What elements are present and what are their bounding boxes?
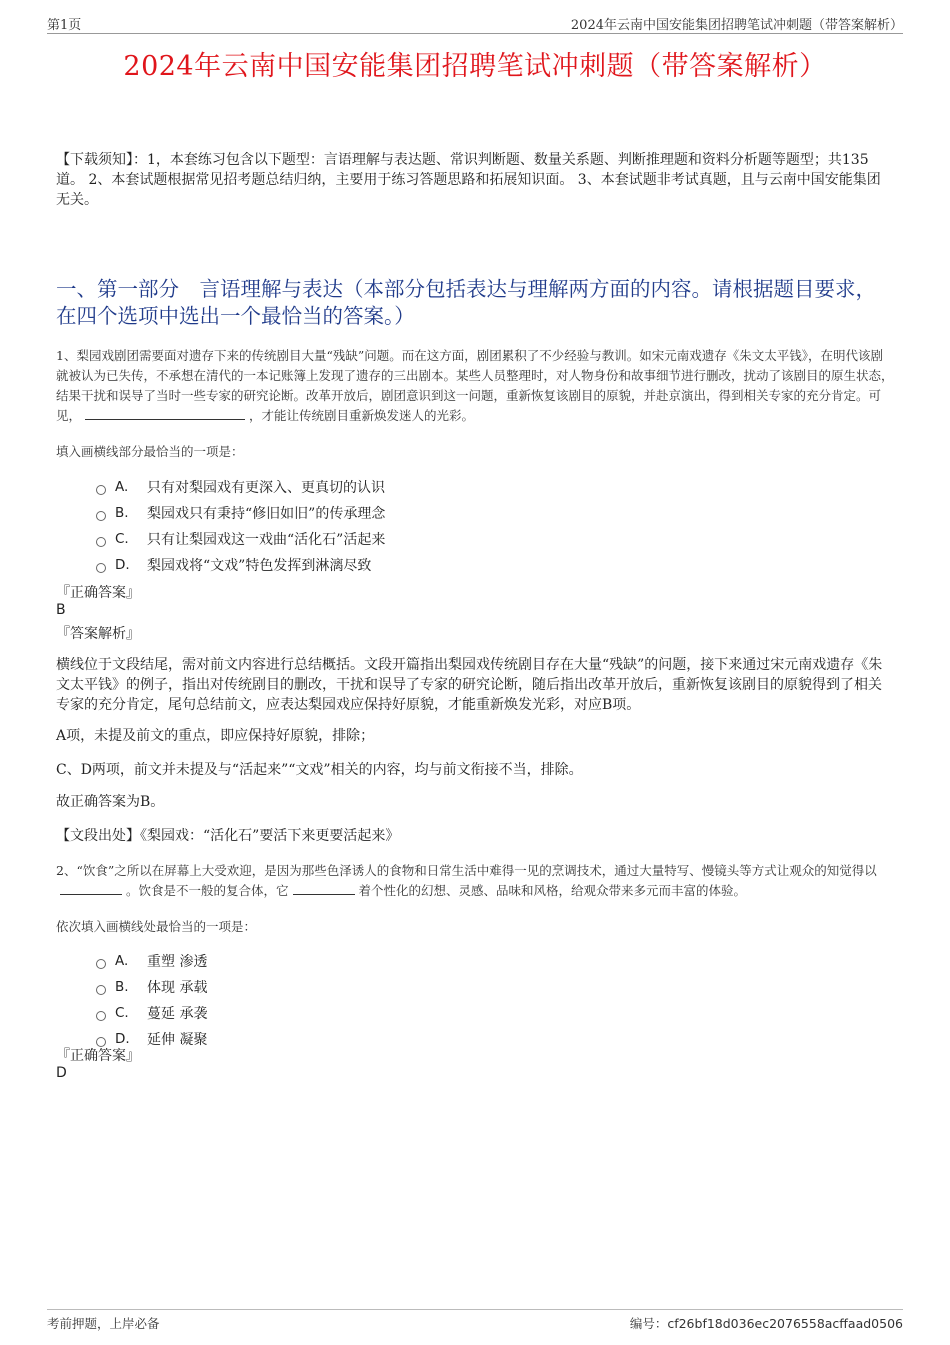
radio-icon[interactable] [96, 537, 106, 547]
page-title: 2024年云南中国安能集团招聘笔试冲刺题（带答案解析） [123, 51, 827, 82]
option-text: 梨园戏只有秉持“修旧如旧”的传承理念 [147, 506, 386, 522]
radio-icon[interactable] [96, 485, 106, 495]
question-2-text [56, 861, 894, 901]
question-1-option-a[interactable] [96, 477, 385, 497]
question-2-option-c[interactable] [96, 1003, 207, 1023]
section-heading: 一、第一部分 言语理解与表达（本部分包括表达与理解两方面的内容。请根据题目要求，在四个选项中选出一个最恰当的答案。） [56, 277, 876, 328]
page-number: 第1页 [47, 18, 82, 33]
option-letter: C. [115, 1005, 129, 1021]
option-letter: D. [115, 557, 130, 573]
radio-icon[interactable] [96, 985, 106, 995]
question-2-answer-label: 『正确答案』 [56, 1048, 140, 1064]
option-text: 重塑 渗透 [147, 954, 208, 970]
radio-icon[interactable] [96, 959, 106, 969]
option-text: 体现 承载 [147, 980, 208, 996]
question-2-answer: D [56, 1065, 67, 1081]
radio-icon[interactable] [96, 511, 106, 521]
question-1-answer: B [56, 602, 66, 618]
option-text: 梨园戏将“文戏”特色发挥到淋漓尽致 [147, 558, 372, 574]
footer-divider [47, 1309, 903, 1310]
question-2-text-part2: 。饮食是不一般的复合体，它 [126, 883, 289, 898]
question-2-blank-2 [293, 882, 355, 895]
question-1-text-before: 1、梨园戏剧团需要面对遗存下来的传统剧目大量“残缺”问题。而在这方面，剧团累积了不少经验与教训。如宋元南戏遗存《朱文太平钱》，在明代该剧就被认为已失传，不承想在清代的一本记账簿上发现了遗存的三出剧本。某些人员整理时，对人物身份和故事细节进行删改，扰动了该剧目的原生状态，结果干扰和误导了当时一些专家的研究论断。改革开放后，剧团意识到这一问题，重新恢复该剧目的原貌，并赴京演出，得到相关专家的充分肯定。可见， [56, 348, 894, 423]
question-1-source: 【文段出处】《梨园戏：“活化石”要活下来更要活起来》 [56, 828, 400, 844]
question-1-answer-label: 『正确答案』 [56, 585, 140, 601]
footer-code [630, 1314, 903, 1332]
question-2-option-b[interactable] [96, 977, 207, 997]
option-letter: A. [115, 479, 129, 495]
footer-code-label: 编号： [629, 1316, 668, 1331]
question-1-text [56, 346, 894, 426]
question-2-text-part1: 2、“饮食”之所以在屏幕上大受欢迎，是因为那些色泽诱人的食物和日常生活中难得一见的烹调技术，通过大量特写、慢镜头等方式让观众的知觉得以 [56, 863, 877, 878]
question-1-option-d[interactable] [96, 555, 371, 575]
question-2-option-a[interactable] [96, 951, 207, 971]
option-letter: B. [115, 979, 129, 995]
question-1-analysis-label: 『答案解析』 [56, 626, 140, 642]
option-letter: C. [115, 531, 129, 547]
footer-slogan: 考前押题，上岸必备 [47, 1316, 160, 1331]
question-2-prompt: 依次填入画横线处最恰当的一项是： [56, 919, 257, 934]
header-divider [47, 33, 903, 34]
question-1-conclusion: 故正确答案为B。 [56, 794, 165, 810]
option-text: 只有让梨园戏这一戏曲“活化石”活起来 [147, 532, 386, 548]
question-1-blank [85, 407, 245, 420]
option-text: 只有对梨园戏有更深入、更真切的认识 [147, 480, 385, 496]
question-1-prompt: 填入画横线部分最恰当的一项是： [56, 444, 244, 459]
question-1-text-after: ，才能让传统剧目重新焕发迷人的光彩。 [249, 408, 475, 423]
question-2-blank-1 [60, 882, 122, 895]
option-text: 蔓延 承袭 [147, 1006, 208, 1022]
download-notice: 【下载须知】：1，本套练习包含以下题型：言语理解与表达题、常识判断题、数量关系题、判断推理题和资料分析题等题型；共135道。 2、本套试题根据常见招考题总结归纳，主要用于练习答题思路和拓展知识面。 3、本套试题非考试真题，且与云南中国安能集团无关。 [56, 152, 881, 208]
question-2-text-part3: 着个性化的幻想、灵感、品味和风格，给观众带来多元而丰富的体验。 [358, 883, 747, 898]
option-text: 延伸 凝聚 [147, 1032, 208, 1048]
question-1-option-b[interactable] [96, 503, 385, 523]
option-letter: B. [115, 505, 129, 521]
header-doc-title: 2024年云南中国安能集团招聘笔试冲刺题（带答案解析） [570, 18, 903, 33]
question-1-option-c[interactable] [96, 529, 385, 549]
option-letter: D. [115, 1031, 130, 1047]
option-letter: A. [115, 953, 129, 969]
question-1-analysis-cd: C、D两项，前文并未提及与“活起来”“文戏”相关的内容，均与前文衔接不当，排除。 [56, 762, 583, 778]
radio-icon[interactable] [96, 563, 106, 573]
footer-code-value: cf26bf18d036ec2076558acffaad0506 [667, 1316, 903, 1331]
question-1-analysis: 横线位于文段结尾，需对前文内容进行总结概括。文段开篇指出梨园戏传统剧目存在大量“残缺”的问题，接下来通过宋元南戏遗存《朱文太平钱》的例子，指出对传统剧目的删改，干扰和误导了专家的研究论断，随后指出改革开放后，重新恢复该剧目的原貌得到了相关专家的充分肯定，尾句总结前文，应表达梨园戏应保持好原貌，才能重新焕发光彩，对应B项。 [56, 657, 883, 713]
radio-icon[interactable] [96, 1011, 106, 1021]
question-1-analysis-a: A项，未提及前文的重点，即应保持好原貌，排除； [56, 728, 375, 744]
